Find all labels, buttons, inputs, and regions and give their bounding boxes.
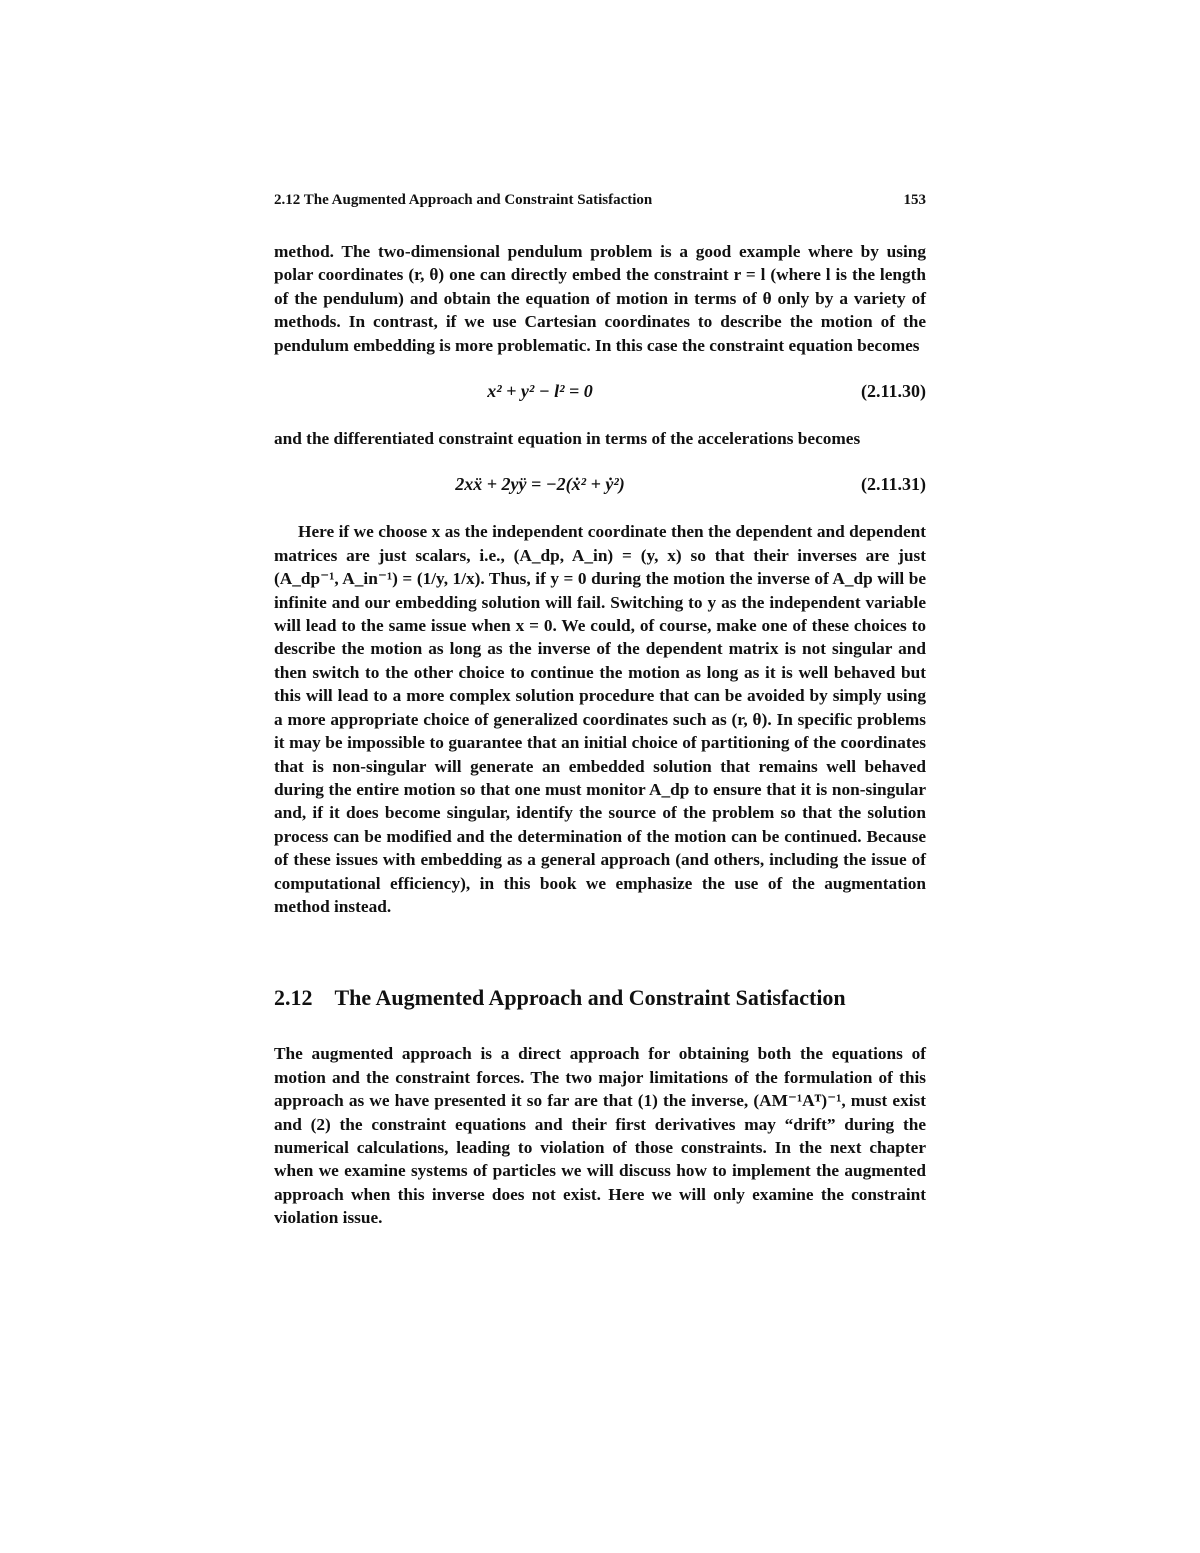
equation-number: (2.11.30) <box>861 381 926 402</box>
section-number: 2.12 <box>274 985 313 1011</box>
running-title: 2.12 The Augmented Approach and Constraint Satisfaction <box>274 192 653 208</box>
section-heading <box>274 984 926 1012</box>
paragraph-augmented-approach: The augmented approach is a direct approach for obtaining both the equations of motion and the constraint forces. The two major limitations of the formulation of this approach as we have presented it so far are that (1) the inverse, (AM⁻¹Aᵀ)⁻¹, must exist and (2) the constraint equations and their first derivatives may “drift” during the numerical calculations, leading to violation of those constraints. In the next chapter when we examine systems of particles we will discuss how to implement the augmented approach when this inverse does not exist. Here we will only examine the constraint violation issue. <box>274 1044 926 1228</box>
section-title: The Augmented Approach and Constraint Satisfaction <box>334 985 846 1011</box>
equation-expression: x² + y² − l² = 0 <box>487 381 593 402</box>
equation-number: (2.11.31) <box>861 474 926 495</box>
page-number: 153 <box>903 192 926 208</box>
paragraph-embedding-discussion: Here if we choose x as the independent coordinate then the dependent and dependent matrices are just scalars, i.e., (A_dp, A_in) = (y, x) so that their inverses are just (A_dp⁻¹, A_in⁻¹) = (1/y, 1/x). Thus, if y = 0 during the motion the inverse of A_dp will be infinite and our embedding solution will fail. Switching to y as the independent variable will lead to the same issue when x = 0. We could, of course, make one of these choices to describe the motion as long as the inverse of the dependent matrix is not singular and then switch to the other choice to continue the motion as long as it is well behaved but this will lead to a more complex solution procedure that can be avoided by simply using a more appropriate choice of generalized coordinates such as (r, θ). In specific problems it may be impossible to guarantee that an initial choice of partitioning of the coordinates that is non-singular will generate an embedded solution that remains well behaved during the entire motion so that one must monitor A_dp to ensure that it is non-singular and, if it does become singular, identify the source of the problem so that the solution process can be modified and the determination of the motion can be continued. Because of these issues with embedding as a general approach (and others, including the issue of computational efficiency), in this book we emphasize the use of the augmentation method instead. <box>274 522 926 916</box>
equation-2-11-31 <box>274 470 926 498</box>
equation-expression: 2xẍ + 2yÿ = −2(ẋ² + ẏ²) <box>455 474 625 495</box>
page <box>274 190 926 1230</box>
paragraph-differentiated-constraint: and the differentiated constraint equation in terms of the accelerations becomes <box>274 429 861 449</box>
paragraph-embedding-intro: method. The two-dimensional pendulum problem is a good example where by using polar coordinates (r, θ) one can directly embed the constraint r = l (where l is the length of the pendulum) and obtain the equation of motion in terms of θ only by a variety of methods. In contrast, if we use Cartesian coordinates to describe the motion of the pendulum embedding is more problematic. In this case the constraint equation becomes <box>274 242 926 355</box>
running-head <box>274 190 926 210</box>
equation-2-11-30 <box>274 377 926 405</box>
